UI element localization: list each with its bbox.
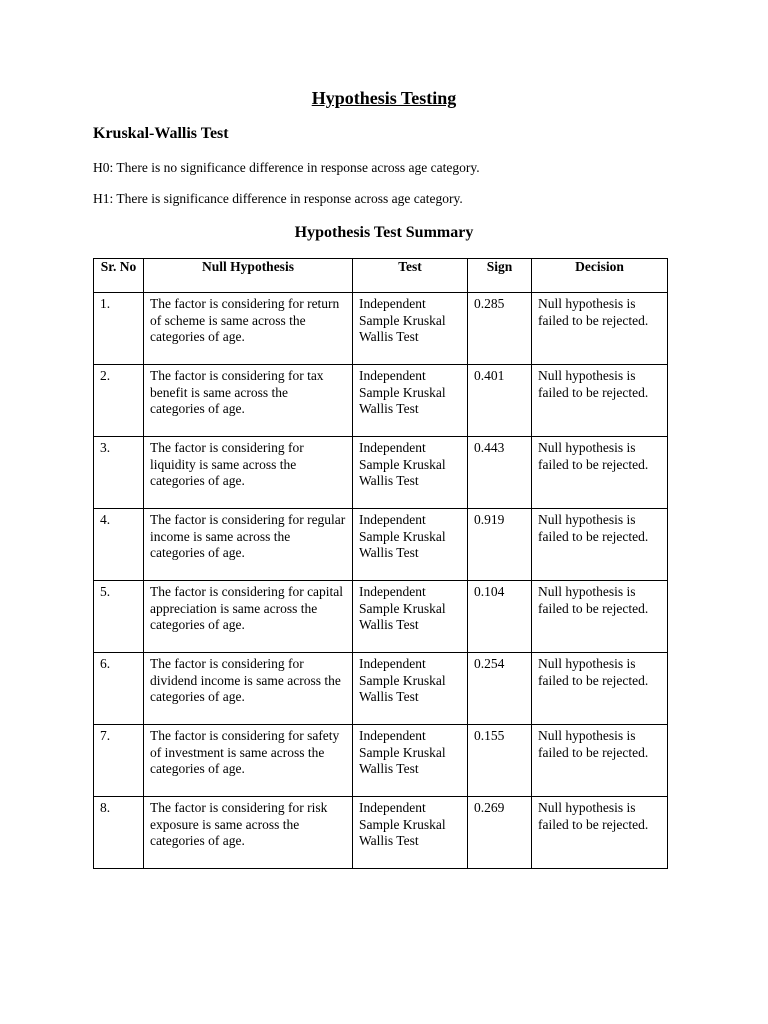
cell-sign: 0.285 (468, 293, 532, 365)
cell-sr-no: 1. (94, 293, 144, 365)
cell-decision: Null hypothesis is failed to be rejected. (532, 437, 668, 509)
table-row (94, 581, 668, 653)
hypothesis-test-summary-table (93, 258, 668, 869)
table-row (94, 293, 668, 365)
cell-test: Independent Sample Kruskal Wallis Test (353, 581, 468, 653)
cell-sign: 0.104 (468, 581, 532, 653)
cell-decision: Null hypothesis is failed to be rejected. (532, 365, 668, 437)
cell-sign: 0.254 (468, 653, 532, 725)
cell-decision: Null hypothesis is failed to be rejected. (532, 797, 668, 869)
alternative-hypothesis-statement: H1: There is significance difference in response across age category. (93, 191, 463, 206)
table-header-row (94, 259, 668, 293)
cell-sign: 0.443 (468, 437, 532, 509)
cell-sign: 0.155 (468, 725, 532, 797)
null-hypothesis-statement: H0: There is no significance difference in response across age category. (93, 160, 480, 175)
cell-sign: 0.919 (468, 509, 532, 581)
table-title: Hypothesis Test Summary (294, 224, 474, 241)
cell-null-hypothesis: The factor is considering for safety of investment is same across the categories of age. (144, 725, 353, 797)
table-row (94, 725, 668, 797)
cell-sign: 0.269 (468, 797, 532, 869)
cell-test: Independent Sample Kruskal Wallis Test (353, 509, 468, 581)
cell-test: Independent Sample Kruskal Wallis Test (353, 293, 468, 365)
header-sign: Sign (468, 259, 532, 293)
cell-sr-no: 5. (94, 581, 144, 653)
cell-null-hypothesis: The factor is considering for tax benefit is same across the categories of age. (144, 365, 353, 437)
cell-decision: Null hypothesis is failed to be rejected. (532, 653, 668, 725)
cell-null-hypothesis: The factor is considering for return of scheme is same across the categories of age. (144, 293, 353, 365)
cell-test: Independent Sample Kruskal Wallis Test (353, 437, 468, 509)
table-row (94, 509, 668, 581)
table-row (94, 365, 668, 437)
cell-null-hypothesis: The factor is considering for regular income is same across the categories of age. (144, 509, 353, 581)
cell-test: Independent Sample Kruskal Wallis Test (353, 653, 468, 725)
cell-null-hypothesis: The factor is considering for risk exposure is same across the categories of age. (144, 797, 353, 869)
table-row (94, 797, 668, 869)
cell-null-hypothesis: The factor is considering for capital appreciation is same across the categories of age. (144, 581, 353, 653)
cell-sr-no: 8. (94, 797, 144, 869)
header-null-hypothesis: Null Hypothesis (144, 259, 353, 293)
cell-sr-no: 4. (94, 509, 144, 581)
cell-decision: Null hypothesis is failed to be rejected. (532, 509, 668, 581)
table-row (94, 437, 668, 509)
table-row (94, 653, 668, 725)
cell-test: Independent Sample Kruskal Wallis Test (353, 797, 468, 869)
cell-decision: Null hypothesis is failed to be rejected. (532, 293, 668, 365)
section-heading: Kruskal-Wallis Test (93, 125, 229, 142)
header-test: Test (353, 259, 468, 293)
cell-test: Independent Sample Kruskal Wallis Test (353, 365, 468, 437)
cell-null-hypothesis: The factor is considering for dividend income is same across the categories of age. (144, 653, 353, 725)
cell-null-hypothesis: The factor is considering for liquidity is same across the categories of age. (144, 437, 353, 509)
cell-sr-no: 2. (94, 365, 144, 437)
header-decision: Decision (532, 259, 668, 293)
cell-sign: 0.401 (468, 365, 532, 437)
cell-test: Independent Sample Kruskal Wallis Test (353, 725, 468, 797)
cell-decision: Null hypothesis is failed to be rejected. (532, 725, 668, 797)
cell-sr-no: 3. (94, 437, 144, 509)
cell-sr-no: 7. (94, 725, 144, 797)
header-sr-no: Sr. No (94, 259, 144, 293)
page-title: Hypothesis Testing (311, 88, 457, 108)
cell-decision: Null hypothesis is failed to be rejected. (532, 581, 668, 653)
cell-sr-no: 6. (94, 653, 144, 725)
